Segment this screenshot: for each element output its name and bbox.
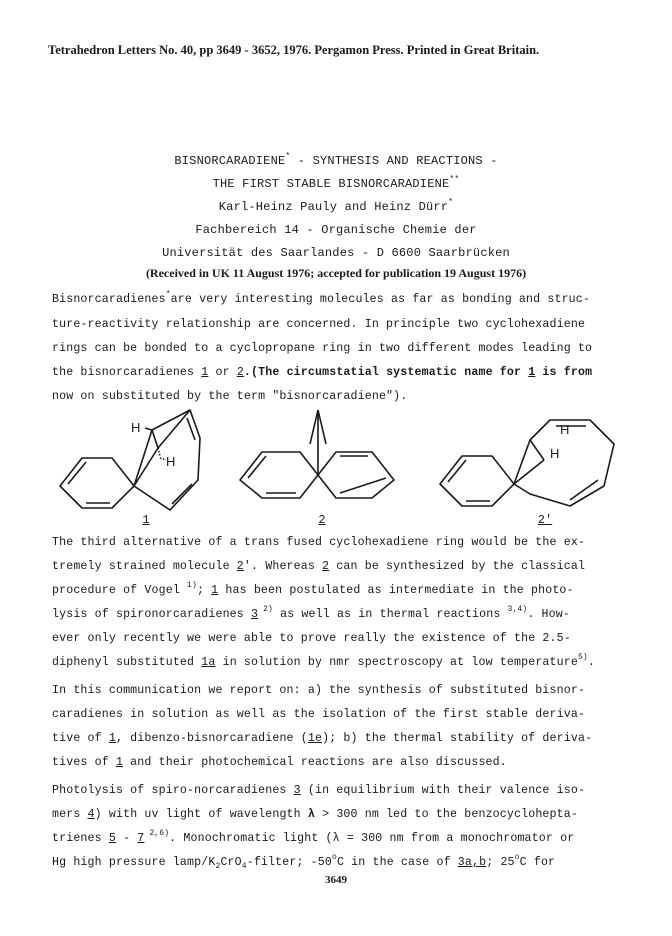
p1-line-3: rings can be bonded to a cyclopropane ring in two different modes leading to <box>52 342 593 355</box>
label-2-prime: 2' <box>537 513 553 527</box>
p4-line-2: mers 4) with uv light of wavelength λ > 300 nm led to the benzocyclohepta- <box>52 808 578 821</box>
p2-line-1: The third alternative of a trans fused cyclohexadiene ring would be the ex- <box>52 536 586 549</box>
title-line-1: BISNORCARADIENE* - SYNTHESIS AND REACTIONS - <box>174 152 498 168</box>
page-number: 3649 <box>325 874 347 886</box>
label-1: 1 <box>142 513 150 527</box>
title-line-2: THE FIRST STABLE BISNORCARADIENE** <box>212 175 460 191</box>
label-2: 2 <box>318 513 326 527</box>
received-dates: (Received in UK 11 August 1976; accepted for publication 19 August 1976) <box>145 266 527 280</box>
p4-line-4: Hg high pressure lamp/$K_2CrO_4$-filter; -50$^o$C in the case of 3a,b; 25$^o$C for <box>52 853 556 871</box>
h-label-1b: H <box>166 454 176 469</box>
p1-line-4: the bisnorcaradienes 1 or 2.(The circumstatial systematic name for 1 is from <box>52 366 593 379</box>
p1-line-1: Bisnorcaradienes*are very interesting molecules as far as bonding and struc- <box>52 290 591 306</box>
h-label-2p-a: H <box>560 422 570 437</box>
h-label-2p-b: H <box>550 446 560 461</box>
structure-2-prime <box>440 420 614 506</box>
p3-line-1: In this communication we report on: a) the synthesis of substituted bisnor- <box>52 684 586 697</box>
p2-line-5: ever only recently we were able to prove really the existence of the 2.5- <box>52 632 571 645</box>
p3-line-3: tive of 1, dibenzo-bisnorcaradiene (1e); b) the thermal stability of deriva- <box>52 732 593 745</box>
authors: Karl-Heinz Pauly and Heinz Dürr* <box>218 198 454 214</box>
affiliation-2: Universität des Saarlandes - D 6600 Saarbrücken <box>162 246 510 260</box>
p4-line-3: trienes 5 - 7 $^{2,6)}$. Monochromatic light (λ = 300 nm from a monochromator or <box>52 829 575 845</box>
p2-line-6: diphenyl substituted 1a in solution by nmr spectroscopy at low temperature$^{5)}$. <box>52 653 595 669</box>
p2-line-4: lysis of spironorcaradienes 3 $^{2)}$ as well as in thermal reactions $^{3,4)}$. How- <box>52 605 570 621</box>
p4-line-1: Photolysis of spiro-norcaradienes 3 (in equilibrium with their valence iso- <box>52 784 586 797</box>
structure-1 <box>60 410 200 510</box>
structure-2 <box>240 410 394 498</box>
p3-line-2: caradienes in solution as well as the isolation of the first stable deriva- <box>52 708 586 721</box>
affiliation-1: Fachbereich 14 - Organische Chemie der <box>195 223 477 237</box>
p1-line-2: ture-reactivity relationship are concerned. In principle two cyclohexadiene <box>52 318 586 331</box>
p1-line-5: now on substituted by the term "bisnorcaradiene"). <box>52 390 408 403</box>
p2-line-2: tremely strained molecule 2'. Whereas 2 can be synthesized by the classical <box>52 560 586 573</box>
journal-header: Tetrahedron Letters No. 40, pp 3649 - 3652, 1976. Pergamon Press. Printed in Great Britain. <box>48 43 540 57</box>
p2-line-3: procedure of Vogel $^{1)}$; 1 has been postulated as intermediate in the photo- <box>52 581 574 597</box>
p3-line-4: tives of 1 and their photochemical reactions are also discussed. <box>52 756 507 769</box>
h-label-1a: H <box>131 420 141 435</box>
